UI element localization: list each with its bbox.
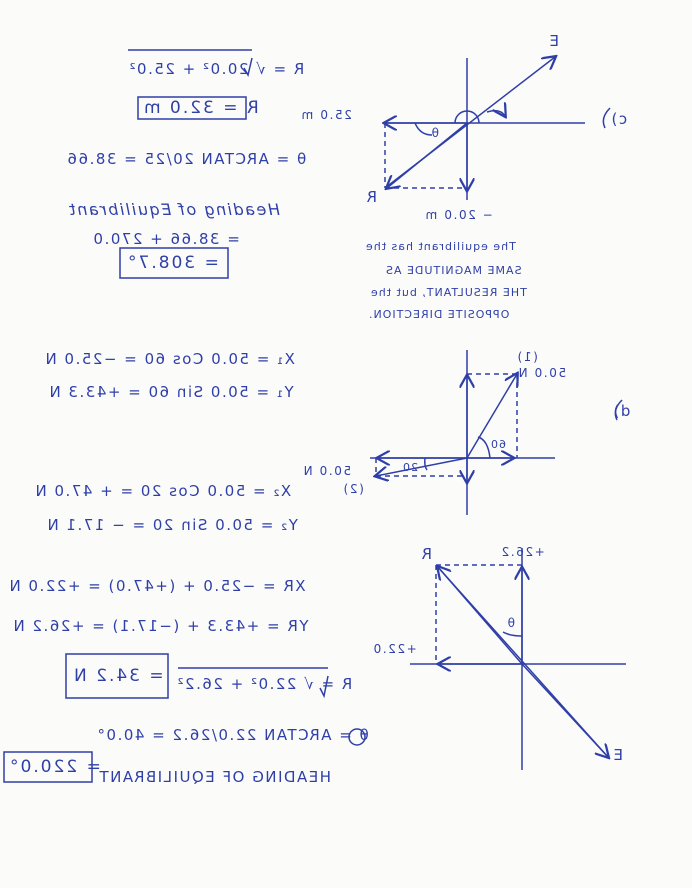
c-heading-sum: = 38.66 + 270.0 bbox=[92, 230, 240, 248]
c-theta-label: θ bbox=[430, 126, 439, 140]
r-equilibrant-vector bbox=[522, 664, 608, 757]
d-xr-eq: XR = −25.0 + (+47.0) = +22.0 N bbox=[8, 577, 306, 595]
d-heading-result: = 220.0° bbox=[8, 757, 101, 777]
d-angle20-arc bbox=[425, 458, 427, 470]
c-angle-formula: θ = ARCTAN 20/25 = 38.66 bbox=[66, 150, 307, 168]
c-problem-label: c) bbox=[610, 110, 628, 128]
d-problem-label: d) bbox=[612, 402, 631, 420]
d-force1-mag: 50.0 N bbox=[517, 366, 567, 380]
c-note-line-3: THE RESULTANT, but the bbox=[370, 286, 527, 299]
d-y2-eq: Y₂ = 50.0 Sin 20 = − 17.1 N bbox=[46, 516, 298, 534]
d-yr-eq: YR = +43.3 + (−17.1) = +26.2 N bbox=[12, 617, 309, 635]
c-note-line-4: OPPOSITE DIRECTION. bbox=[368, 308, 510, 321]
diagram-d-forces bbox=[370, 350, 622, 515]
c-resultant-label: R bbox=[365, 188, 377, 206]
d-force2-label: (2) bbox=[342, 482, 364, 496]
d-xcomp-label: +26.2 bbox=[500, 545, 545, 559]
r-theta-arc bbox=[503, 632, 522, 636]
d-angle60-label: 60 bbox=[490, 438, 506, 451]
diagram-c bbox=[385, 57, 610, 200]
c-south-label: − 20.0 m bbox=[424, 208, 493, 222]
d-r-formula: R = √ 22.0² + 26.2² bbox=[176, 675, 353, 693]
d-theta-formula: θ = ARCTAN 22.0/26.2 = 40.0° bbox=[96, 726, 369, 744]
d-ycomp-label: +22.0 bbox=[372, 642, 417, 656]
d-heading-label: HEADING OF EQUILIBRANT bbox=[98, 768, 332, 786]
d-angle20-label: 20 bbox=[402, 461, 418, 474]
d-x1-eq: X₁ = 50.0 Cos 60 = −25.0 N bbox=[44, 350, 295, 368]
d-y1-eq: Y₁ = 50.0 Sin 60 = +43.3 N bbox=[48, 383, 294, 401]
d-force2-mag: 50.0 N bbox=[302, 464, 352, 478]
d-theta-label: θ bbox=[506, 616, 515, 630]
d-r-result: = 34.2 N bbox=[72, 666, 164, 686]
d-east-label: E bbox=[612, 746, 623, 764]
c-note-line-1: The equilibrant has the bbox=[365, 240, 516, 253]
c-magnitude-result: R = 32.0 m bbox=[142, 98, 259, 118]
diagram-d-resultant bbox=[410, 548, 626, 770]
c-east-label: E bbox=[548, 32, 559, 50]
c-small-arc bbox=[487, 111, 505, 116]
c-label-paren bbox=[603, 108, 610, 128]
c-magnitude-formula: R = √ 20.0² + 25.0² bbox=[128, 60, 305, 78]
d-angle60-arc bbox=[478, 437, 490, 458]
d-resultant-label: R bbox=[420, 545, 432, 563]
c-note-line-2: SAME MAGNITUDE AS bbox=[385, 264, 522, 277]
d-force1-label: (1) bbox=[516, 350, 538, 364]
c-heading-result: = 308.7° bbox=[126, 253, 219, 273]
c-west-label: 25.0 m bbox=[300, 108, 352, 122]
d-x2-eq: X₂ = 50.0 Cos 20 = + 47.0 N bbox=[34, 482, 292, 500]
d-force2-vector bbox=[376, 458, 467, 476]
c-resultant-vector bbox=[387, 123, 467, 188]
c-heading-title: Heading of Equilibrant bbox=[68, 200, 280, 219]
